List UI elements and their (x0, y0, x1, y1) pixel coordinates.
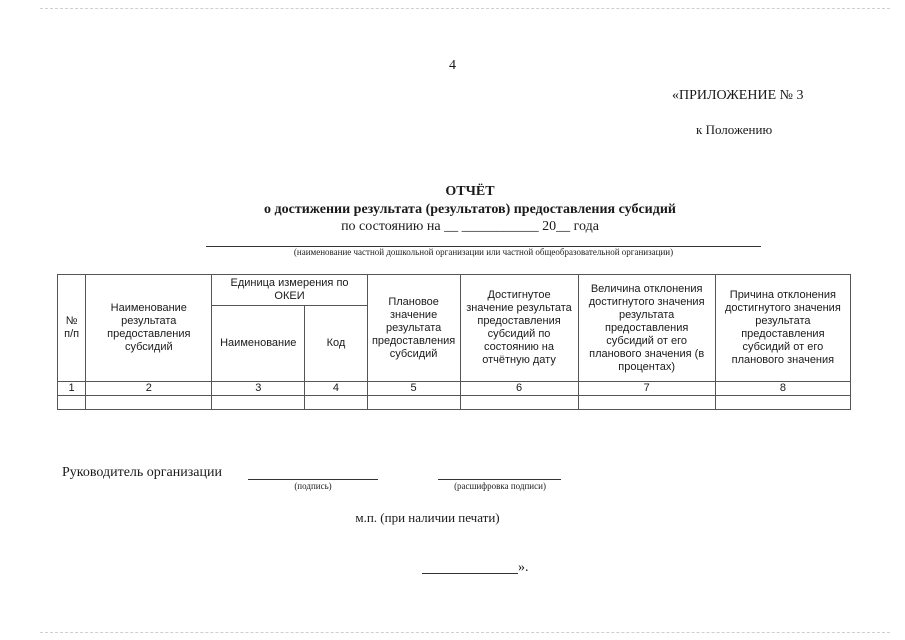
scan-edge-bottom (40, 632, 890, 633)
column-number: 3 (212, 382, 305, 396)
scan-edge-top (40, 8, 890, 9)
signature-caption: (подпись) (294, 481, 332, 491)
table-row (58, 396, 851, 410)
table-cell (212, 396, 305, 410)
column-number: 4 (305, 382, 368, 396)
column-number: 7 (578, 382, 715, 396)
signature-label: Руководитель организации (62, 465, 222, 480)
page-number: 4 (449, 58, 456, 73)
closing-quote: ». (518, 560, 529, 575)
signature-decoding-caption: (расшифровка подписи) (454, 481, 546, 491)
column-number: 5 (367, 382, 460, 396)
header-planned-value: Плановое значение результата предоставления субсидий (367, 275, 460, 382)
column-number-row (58, 382, 851, 396)
column-number: 1 (58, 382, 86, 396)
stamp-note: м.п. (при наличии печати) (355, 510, 500, 525)
header-achieved-value: Достигнутое значение результата предоставления субсидий по состоянию на отчётную дату (460, 275, 578, 382)
report-as-of-date: по состоянию на __ ___________ 20__ года (341, 219, 599, 234)
organization-name-caption: (наименование частной дошкольной организации или частной общеобразовательной организации) (293, 247, 674, 257)
appendix-subtitle: к Положению (696, 122, 773, 137)
header-unit-name: Наименование (212, 306, 305, 382)
column-number: 2 (86, 382, 212, 396)
table-cell (58, 396, 86, 410)
table-cell (578, 396, 715, 410)
table-cell (715, 396, 850, 410)
column-number: 8 (715, 382, 850, 396)
appendix-title: «ПРИЛОЖЕНИЕ № 3 (672, 88, 804, 103)
table-cell (305, 396, 368, 410)
header-deviation-reason: Причина отклонения достигнутого значения результата предоставления субсидий от его планового значения (715, 275, 850, 382)
header-num: № п/п (58, 275, 86, 382)
table-cell (367, 396, 460, 410)
signature-decoding-line (438, 479, 561, 480)
header-unit-code: Код (305, 306, 368, 382)
signature-line (248, 479, 378, 480)
report-table (57, 274, 851, 410)
closing-line (422, 573, 518, 574)
table-cell (86, 396, 212, 410)
header-deviation: Величина отклонения достигнутого значения результата предоставления субсидий от его планового значения (в процентах) (578, 275, 715, 382)
column-number: 6 (460, 382, 578, 396)
report-title: ОТЧЁТ (445, 184, 495, 199)
header-result-name: Наименование результата предоставления субсидий (86, 275, 212, 382)
table-cell (460, 396, 578, 410)
report-subtitle: о достижении результата (результатов) предоставления субсидий (264, 202, 676, 217)
table-header-row (58, 275, 851, 306)
header-unit: Единица измерения по ОКЕИ (212, 275, 367, 306)
